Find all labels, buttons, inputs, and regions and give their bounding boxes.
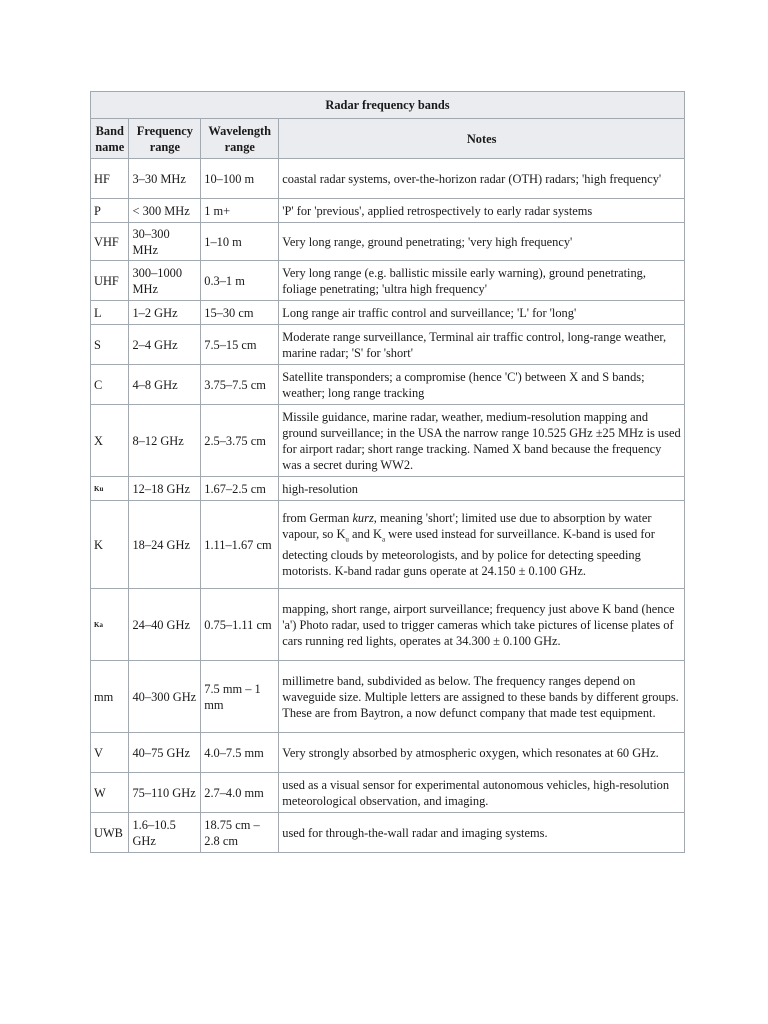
wavelength-cell: 2.5–3.75 cm — [201, 405, 279, 477]
band-cell: UHF — [91, 261, 129, 301]
notes-cell: used for through-the-wall radar and imaging systems. — [279, 813, 685, 853]
frequency-cell: 3–30 MHz — [129, 159, 201, 199]
band-cell: mm — [91, 661, 129, 733]
band-cell: HF — [91, 159, 129, 199]
band-cell: UWB — [91, 813, 129, 853]
notes-cell: Satellite transponders; a compromise (hence 'C') between X and S bands; weather; long range tracking — [279, 365, 685, 405]
band-cell: Ku — [91, 477, 129, 501]
table-row — [91, 477, 685, 501]
band-cell: C — [91, 365, 129, 405]
wavelength-cell: 1 m+ — [201, 199, 279, 223]
notes-text: , meaning 'short'; limited use due to absorption by water vapour, so K — [282, 510, 652, 541]
table-row — [91, 159, 685, 199]
notes-italic-word: kurz — [352, 510, 374, 525]
notes-cell: Very long range, ground penetrating; 'very high frequency' — [279, 223, 685, 261]
notes-cell: coastal radar systems, over-the-horizon radar (OTH) radars; 'high frequency' — [279, 159, 685, 199]
table-row — [91, 661, 685, 733]
table-row — [91, 405, 685, 477]
frequency-cell: 30–300 MHz — [129, 223, 201, 261]
radar-bands-table — [90, 91, 685, 853]
notes-cell — [279, 501, 685, 589]
table-row — [91, 301, 685, 325]
frequency-cell: 40–300 GHz — [129, 661, 201, 733]
notes-subscript: u — [345, 535, 349, 544]
table-caption: Radar frequency bands — [91, 92, 685, 119]
frequency-cell: 8–12 GHz — [129, 405, 201, 477]
wavelength-cell: 7.5–15 cm — [201, 325, 279, 365]
frequency-cell: 24–40 GHz — [129, 589, 201, 661]
frequency-cell: 40–75 GHz — [129, 733, 201, 773]
notes-cell: Very long range (e.g. ballistic missile early warning), ground penetrating, foliage penetrating; 'ultra high frequency' — [279, 261, 685, 301]
header-frequency-range: Frequency range — [129, 119, 201, 159]
wavelength-cell: 4.0–7.5 mm — [201, 733, 279, 773]
wavelength-cell: 1–10 m — [201, 223, 279, 261]
table-row — [91, 365, 685, 405]
wavelength-cell: 10–100 m — [201, 159, 279, 199]
wavelength-cell: 3.75–7.5 cm — [201, 365, 279, 405]
table-row — [91, 813, 685, 853]
frequency-cell: 2–4 GHz — [129, 325, 201, 365]
table-row — [91, 199, 685, 223]
notes-text: and K — [348, 526, 382, 541]
frequency-cell: 1.6–10.5 GHz — [129, 813, 201, 853]
table-row — [91, 589, 685, 661]
band-cell: X — [91, 405, 129, 477]
frequency-cell: 300–1000 MHz — [129, 261, 201, 301]
table-row — [91, 501, 685, 589]
wavelength-cell: 0.75–1.11 cm — [201, 589, 279, 661]
header-band-name: Band name — [91, 119, 129, 159]
wavelength-cell: 7.5 mm – 1 mm — [201, 661, 279, 733]
notes-cell: Long range air traffic control and surveillance; 'L' for 'long' — [279, 301, 685, 325]
wavelength-cell: 15–30 cm — [201, 301, 279, 325]
band-cell: V — [91, 733, 129, 773]
header-row — [91, 119, 685, 159]
notes-cell: mapping, short range, airport surveillance; frequency just above K band (hence 'a') Photo radar, used to trigger cameras which take pictures of license plates of cars running red lights, operates at 34.300 ± 0.100 GHz. — [279, 589, 685, 661]
notes-cell: Moderate range surveillance, Terminal air traffic control, long-range weather, marine radar; 'S' for 'short' — [279, 325, 685, 365]
table-row — [91, 325, 685, 365]
header-wavelength-range: Wavelength range — [201, 119, 279, 159]
band-cell: W — [91, 773, 129, 813]
table-row — [91, 223, 685, 261]
table-row — [91, 733, 685, 773]
caption-row — [91, 92, 685, 119]
notes-cell: millimetre band, subdivided as below. The frequency ranges depend on waveguide size. Multiple letters are assigned to these bands by different groups. These are from Baytron, a now defunct company that made test equipment. — [279, 661, 685, 733]
frequency-cell: 1–2 GHz — [129, 301, 201, 325]
wavelength-cell: 18.75 cm – 2.8 cm — [201, 813, 279, 853]
header-notes: Notes — [279, 119, 685, 159]
notes-cell: 'P' for 'previous', applied retrospectively to early radar systems — [279, 199, 685, 223]
band-cell: P — [91, 199, 129, 223]
notes-cell: high-resolution — [279, 477, 685, 501]
band-cell: L — [91, 301, 129, 325]
wavelength-cell: 1.11–1.67 cm — [201, 501, 279, 589]
band-cell: VHF — [91, 223, 129, 261]
notes-text: from German — [282, 510, 353, 525]
frequency-cell: 4–8 GHz — [129, 365, 201, 405]
band-cell: K — [91, 501, 129, 589]
notes-cell: Missile guidance, marine radar, weather, medium-resolution mapping and ground surveillance; in the USA the narrow range 10.525 GHz ±25 MHz is used for airport radar; short range tracking. Named X band because the frequency was a secret during WW2. — [279, 405, 685, 477]
notes-cell: Very strongly absorbed by atmospheric oxygen, which resonates at 60 GHz. — [279, 733, 685, 773]
notes-subscript: a — [381, 535, 386, 544]
wavelength-cell: 2.7–4.0 mm — [201, 773, 279, 813]
frequency-cell: 12–18 GHz — [129, 477, 201, 501]
notes-cell: used as a visual sensor for experimental autonomous vehicles, high-resolution meteorological observation, and imaging. — [279, 773, 685, 813]
wavelength-cell: 1.67–2.5 cm — [201, 477, 279, 501]
band-cell: Ka — [91, 589, 129, 661]
table-row — [91, 773, 685, 813]
frequency-cell: < 300 MHz — [129, 199, 201, 223]
wavelength-cell: 0.3–1 m — [201, 261, 279, 301]
frequency-cell: 75–110 GHz — [129, 773, 201, 813]
notes-text: were used instead for surveillance. K-band is used for detecting clouds by meteorologists, and by police for detecting speeding motorists. K-band radar guns operate at 24.150 ± 0.100 GHz. — [282, 526, 655, 579]
frequency-cell: 18–24 GHz — [129, 501, 201, 589]
band-cell: S — [91, 325, 129, 365]
table-row — [91, 261, 685, 301]
